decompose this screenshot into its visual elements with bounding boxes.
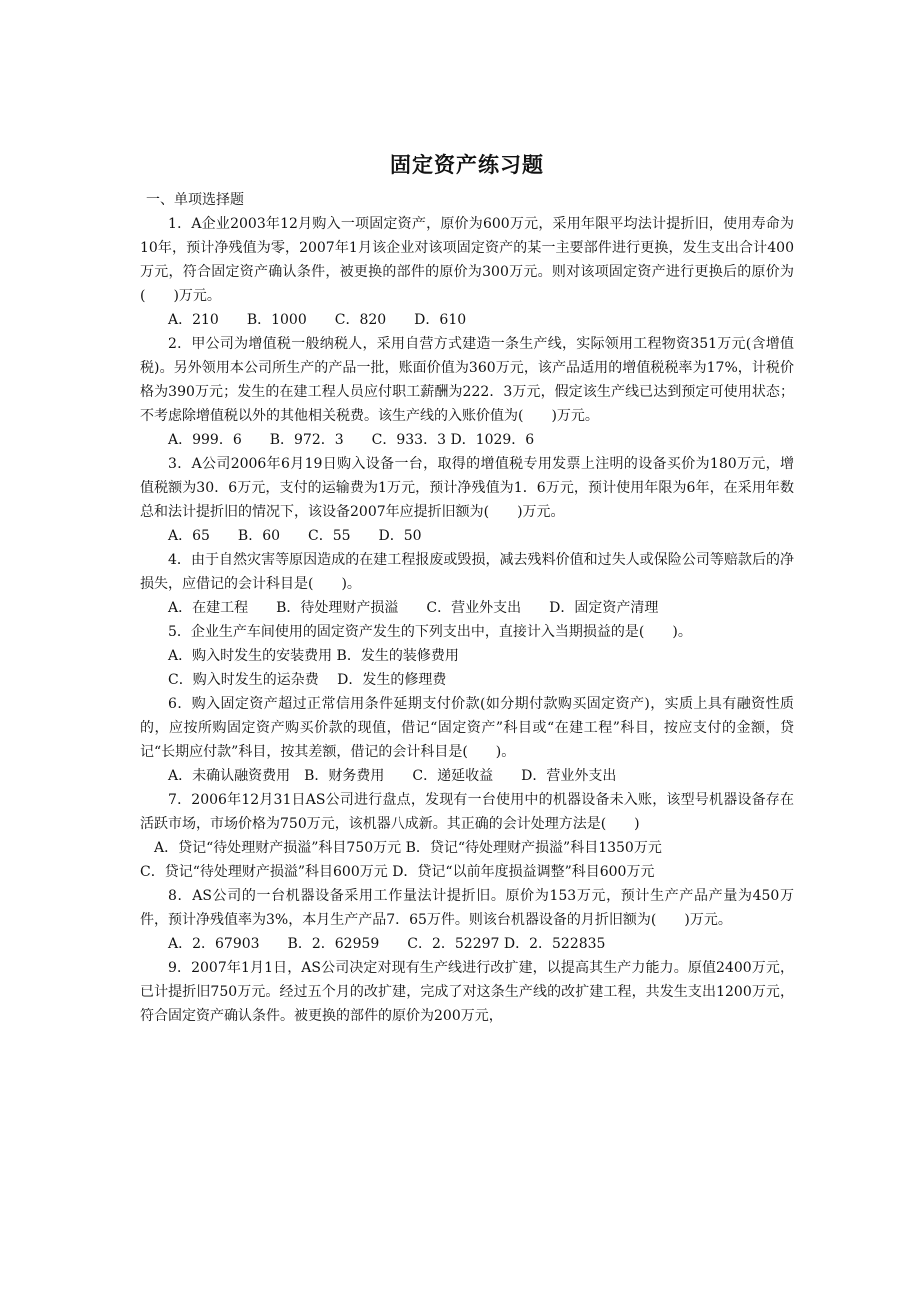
question-9-text: 9．2007年1月1日，AS公司决定对现有生产线进行改扩建，以提高其生产力能力。原值2400万元，已计提折旧750万元。经过五个月的改扩建，完成了对这条生产线的改扩建工程，共发生支出1200万元，符合固定资产确认条件。被更换的部件的原价为200万元， <box>140 960 794 1024</box>
question-3-text: 3．A公司2006年6月19日购入设备一台，取得的增值税专用发票上注明的设备买价为180万元，增值税额为30．6万元，支付的运输费为1万元，预计净残值为1．6万元，预计使用年限为6年，在采用年数总和法计提折旧的情况下，该设备2007年应提折旧额为( )万元。 <box>140 456 794 520</box>
question-2-options: A．999．6 B．972．3 C．933．3 D．1029．6 <box>168 432 535 448</box>
question-7-options-cd: C．贷记“待处理财产损溢”科目600万元 D．贷记“以前年度损益调整”科目600万元 <box>140 864 655 880</box>
question-1-text: 1．A企业2003年12月购入一项固定资产，原价为600万元，采用年限平均法计提折旧，使用寿命为10年，预计净残值为零，2007年1月该企业对该项固定资产的某一主要部件进行更换，发生支出合计400万元，符合固定资产确认条件，被更换的部件的原价为300万元。则对该项固定资产进行更换后的原价为( )万元。 <box>140 216 794 304</box>
question-5-options-cd: C．购入时发生的运杂费 D．发生的修理费 <box>168 672 447 688</box>
question-7-options-ab: A．贷记“待处理财产损溢”科目750万元 B．贷记“待处理财产损溢”科目1350万元 <box>154 840 662 856</box>
document-page <box>140 150 794 1028</box>
question-8-text: 8．AS公司的一台机器设备采用工作量法计提折旧。原价为153万元，预计生产产品产量为450万件，预计净残值率为3%，本月生产产品7．65万件。则该台机器设备的月折旧额为( )万元。 <box>140 888 794 928</box>
section-heading: 一、单项选择题 <box>146 192 244 208</box>
question-5-text: 5．企业生产车间使用的固定资产发生的下列支出中，直接计入当期损益的是( )。 <box>168 624 692 640</box>
question-7-text: 7．2006年12月31日AS公司进行盘点，发现有一台使用中的机器设备未入账，该型号机器设备存在活跃市场，市场价格为750万元，该机器八成新。其正确的会计处理方法是( ) <box>140 792 794 832</box>
page-title: 固定资产练习题 <box>390 153 544 177</box>
question-2-text: 2．甲公司为增值税一般纳税人，采用自营方式建造一条生产线，实际领用工程物资351万元(含增值税)。另外领用本公司所生产的产品一批，账面价值为360万元，该产品适用的增值税税率为17%，计税价格为390万元；发生的在建工程人员应付职工薪酬为222．3万元，假定该生产线已达到预定可使用状态；不考虑除增值税以外的其他相关税费。该生产线的入账价值为( )万元。 <box>140 336 794 424</box>
question-6-text: 6．购入固定资产超过正常信用条件延期支付价款(如分期付款购买固定资产)，实质上具有融资性质的，应按所购固定资产购买价款的现值，借记“固定资产”科目或“在建工程”科目，按应支付的金额，贷记“长期应付款”科目，按其差额，借记的会计科目是( )。 <box>140 696 794 760</box>
question-1-options: A．210 B．1000 C．820 D．610 <box>168 312 467 328</box>
question-5-options-ab: A．购入时发生的安装费用 B．发生的装修费用 <box>168 648 459 664</box>
question-8-options: A．2．67903 B．2．62959 C．2．52297 D．2．522835 <box>168 936 606 952</box>
question-6-options: A．未确认融资费用 B．财务费用 C．递延收益 D．营业外支出 <box>168 768 617 784</box>
question-list <box>140 212 794 1028</box>
question-4-options: A．在建工程 B．待处理财产损溢 C．营业外支出 D．固定资产清理 <box>168 600 659 616</box>
question-4-text: 4．由于自然灾害等原因造成的在建工程报废或毁损，减去残料价值和过失人或保险公司等赔款后的净损失，应借记的会计科目是( )。 <box>140 552 794 592</box>
question-3-options: A．65 B．60 C．55 D．50 <box>168 528 422 544</box>
